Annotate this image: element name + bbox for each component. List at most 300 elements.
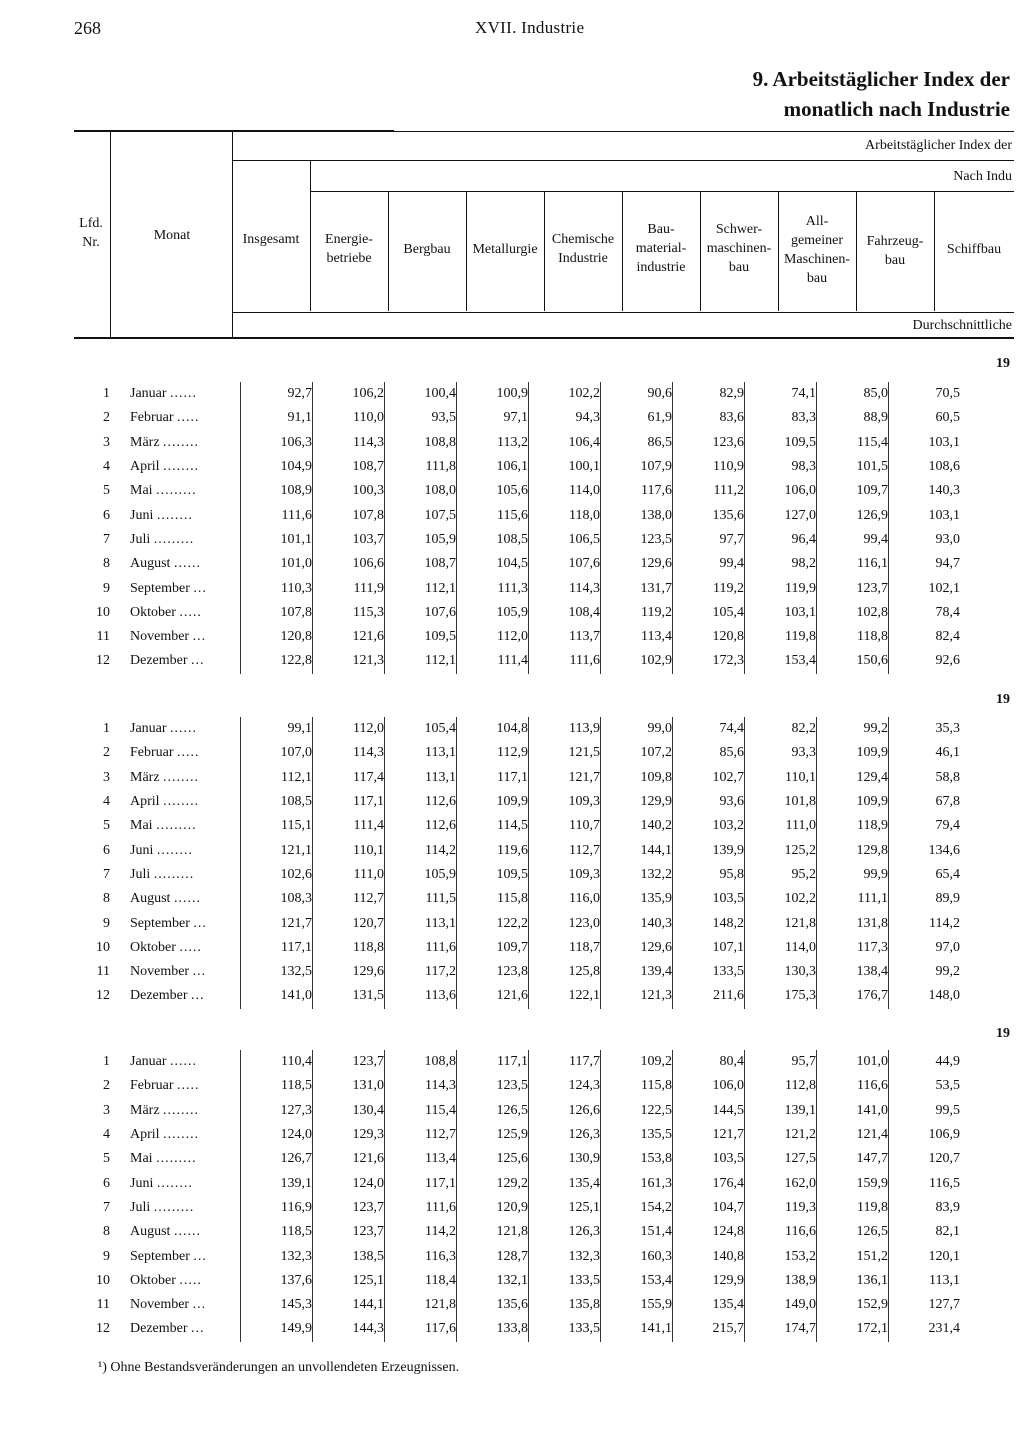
value-cell: 125,9 xyxy=(457,1123,529,1147)
value-cell: 118,5 xyxy=(241,1074,313,1098)
row-number: 5 xyxy=(103,483,110,499)
value-cell: 124,0 xyxy=(241,1123,313,1147)
value-cell: 109,7 xyxy=(457,936,529,960)
month-cell xyxy=(130,1147,241,1171)
value-cell: 35,3 xyxy=(889,717,961,741)
value-cell: 70,5 xyxy=(889,382,961,406)
value-cell: 103,7 xyxy=(313,528,385,552)
value-cell: 114,2 xyxy=(385,1220,457,1244)
value-cell: 125,8 xyxy=(529,960,601,984)
value-cell: 112,0 xyxy=(313,717,385,741)
value-cell: 135,8 xyxy=(529,1293,601,1317)
value-cell: 61,9 xyxy=(601,406,673,430)
value-cell: 141,0 xyxy=(241,984,313,1008)
table-row xyxy=(74,1317,960,1341)
row-number: 8 xyxy=(103,556,110,572)
value-cell: 100,3 xyxy=(313,479,385,503)
month-name: März xyxy=(130,1102,160,1118)
value-cell: 135,6 xyxy=(673,503,745,527)
leader-dots: ..... xyxy=(179,939,202,955)
header-monat: Monat xyxy=(153,228,191,243)
row-gap xyxy=(110,936,130,960)
value-cell: 121,8 xyxy=(457,1220,529,1244)
row-gap xyxy=(110,1171,130,1195)
row-number: 2 xyxy=(103,410,110,426)
value-cell: 99,2 xyxy=(817,717,889,741)
value-cell: 113,1 xyxy=(385,766,457,790)
value-cell: 110,3 xyxy=(241,576,313,600)
value-cell: 98,3 xyxy=(745,455,817,479)
value-cell: 95,8 xyxy=(673,863,745,887)
row-number: 3 xyxy=(103,434,110,450)
table-row xyxy=(74,936,960,960)
table-row xyxy=(74,984,960,1008)
value-cell: 109,2 xyxy=(601,1050,673,1074)
value-cell: 130,4 xyxy=(313,1099,385,1123)
value-cell: 140,3 xyxy=(601,911,673,935)
value-cell: 89,9 xyxy=(889,887,961,911)
group-rule-2 xyxy=(310,191,1014,192)
month-name: September xyxy=(130,580,190,596)
value-cell: 139,9 xyxy=(673,838,745,862)
value-cell: 104,7 xyxy=(673,1196,745,1220)
month-cell xyxy=(130,863,241,887)
value-cell: 105,9 xyxy=(457,601,529,625)
value-cell: 102,2 xyxy=(529,382,601,406)
value-cell: 106,0 xyxy=(673,1074,745,1098)
value-cell: 99,0 xyxy=(601,717,673,741)
value-cell: 113,1 xyxy=(385,741,457,765)
value-cell: 112,7 xyxy=(529,838,601,862)
month-name: Januar xyxy=(130,386,167,402)
header-vline-10 xyxy=(856,192,857,311)
page-number: 268 xyxy=(74,18,101,38)
value-cell: 109,8 xyxy=(601,766,673,790)
value-cell: 121,1 xyxy=(241,838,313,862)
column-header-fahrzeugbau: Fahrzeug- bau xyxy=(866,234,924,268)
value-cell: 111,0 xyxy=(745,814,817,838)
row-gap xyxy=(110,887,130,911)
value-cell: 102,6 xyxy=(241,863,313,887)
value-cell: 94,7 xyxy=(889,552,961,576)
value-cell: 111,6 xyxy=(529,649,601,673)
leader-dots: ......... xyxy=(156,483,197,499)
value-cell: 122,1 xyxy=(529,984,601,1008)
leader-dots: ......... xyxy=(153,1199,195,1215)
value-cell: 102,9 xyxy=(601,649,673,673)
value-cell: 133,5 xyxy=(673,960,745,984)
row-gap xyxy=(110,1244,130,1268)
leader-dots: ..... xyxy=(179,604,202,620)
value-cell: 109,5 xyxy=(457,863,529,887)
value-cell: 153,4 xyxy=(601,1269,673,1293)
value-cell: 141,1 xyxy=(601,1317,673,1341)
month-cell xyxy=(130,1196,241,1220)
value-cell: 107,9 xyxy=(601,455,673,479)
row-number: 4 xyxy=(103,1127,110,1143)
value-cell: 120,7 xyxy=(313,911,385,935)
leader-dots: ......... xyxy=(156,818,197,834)
value-cell: 122,2 xyxy=(457,911,529,935)
value-cell: 83,6 xyxy=(673,406,745,430)
value-cell: 116,5 xyxy=(889,1171,961,1195)
table-row xyxy=(74,1269,960,1293)
value-cell: 101,8 xyxy=(745,790,817,814)
value-cell: 105,4 xyxy=(385,717,457,741)
month-cell xyxy=(130,960,241,984)
row-number: 10 xyxy=(96,604,110,620)
leader-dots: ... xyxy=(192,629,207,645)
month-cell xyxy=(130,1050,241,1074)
data-table-section-3 xyxy=(74,1050,960,1342)
value-cell: 132,1 xyxy=(457,1269,529,1293)
value-cell: 148,0 xyxy=(889,984,961,1008)
month-name: Juli xyxy=(130,866,151,882)
value-cell: 106,5 xyxy=(529,528,601,552)
value-cell: 119,3 xyxy=(745,1196,817,1220)
row-gap xyxy=(110,552,130,576)
leader-dots: ......... xyxy=(153,531,195,547)
value-cell: 121,8 xyxy=(745,911,817,935)
value-cell: 131,8 xyxy=(817,911,889,935)
month-name: September xyxy=(130,1248,190,1264)
value-cell: 132,5 xyxy=(241,960,313,984)
value-cell: 160,3 xyxy=(601,1244,673,1268)
value-cell: 119,9 xyxy=(745,576,817,600)
value-cell: 132,3 xyxy=(529,1244,601,1268)
value-cell: 121,3 xyxy=(601,984,673,1008)
value-cell: 149,0 xyxy=(745,1293,817,1317)
column-header-baumaterialindustrie: Bau- material- industrie xyxy=(635,222,687,275)
month-name: April xyxy=(130,794,160,810)
value-cell: 100,1 xyxy=(529,455,601,479)
leader-dots: ..... xyxy=(177,410,200,426)
table-row xyxy=(74,838,960,862)
month-cell xyxy=(130,1293,241,1317)
value-cell: 159,9 xyxy=(817,1171,889,1195)
group-rule-1 xyxy=(232,160,1014,161)
value-cell: 100,9 xyxy=(457,382,529,406)
leader-dots: ........ xyxy=(163,434,200,450)
value-cell: 114,3 xyxy=(313,431,385,455)
value-cell: 215,7 xyxy=(673,1317,745,1341)
value-cell: 105,9 xyxy=(385,528,457,552)
value-cell: 109,9 xyxy=(817,790,889,814)
value-cell: 108,3 xyxy=(241,887,313,911)
month-cell xyxy=(130,766,241,790)
value-cell: 149,9 xyxy=(241,1317,313,1341)
leader-dots: ..... xyxy=(177,745,200,761)
row-gap xyxy=(110,1317,130,1341)
value-cell: 120,8 xyxy=(241,625,313,649)
value-cell: 111,9 xyxy=(313,576,385,600)
value-cell: 144,5 xyxy=(673,1099,745,1123)
row-number: 11 xyxy=(96,1297,110,1313)
value-cell: 111,4 xyxy=(313,814,385,838)
value-cell: 115,4 xyxy=(385,1099,457,1123)
value-cell: 125,2 xyxy=(745,838,817,862)
month-cell xyxy=(130,601,241,625)
month-name: Mai xyxy=(130,818,153,834)
value-cell: 107,1 xyxy=(673,936,745,960)
month-name: Juli xyxy=(130,531,151,547)
month-cell xyxy=(130,936,241,960)
value-cell: 138,4 xyxy=(817,960,889,984)
value-cell: 148,2 xyxy=(673,911,745,935)
value-cell: 118,7 xyxy=(529,936,601,960)
value-cell: 161,3 xyxy=(601,1171,673,1195)
table-row xyxy=(74,960,960,984)
value-cell: 117,1 xyxy=(457,1050,529,1074)
value-cell: 113,4 xyxy=(385,1147,457,1171)
value-cell: 129,6 xyxy=(601,936,673,960)
leader-dots: ...... xyxy=(173,1224,201,1240)
value-cell: 117,6 xyxy=(601,479,673,503)
value-cell: 135,5 xyxy=(601,1123,673,1147)
value-cell: 82,1 xyxy=(889,1220,961,1244)
value-cell: 122,8 xyxy=(241,649,313,673)
value-cell: 120,1 xyxy=(889,1244,961,1268)
value-cell: 116,3 xyxy=(385,1244,457,1268)
value-cell: 131,7 xyxy=(601,576,673,600)
row-gap xyxy=(110,503,130,527)
value-cell: 108,7 xyxy=(385,552,457,576)
leader-dots: ... xyxy=(193,915,207,931)
row-number: 1 xyxy=(103,721,110,737)
value-cell: 114,3 xyxy=(529,576,601,600)
value-cell: 123,7 xyxy=(313,1220,385,1244)
value-cell: 118,8 xyxy=(817,625,889,649)
value-cell: 105,6 xyxy=(457,479,529,503)
month-cell xyxy=(130,455,241,479)
column-header-schwermaschinenbau: Schwer- maschinen- bau xyxy=(706,222,772,275)
value-cell: 111,2 xyxy=(673,479,745,503)
value-cell: 109,3 xyxy=(529,863,601,887)
value-cell: 106,1 xyxy=(457,455,529,479)
leader-dots: ...... xyxy=(173,556,201,572)
value-cell: 112,6 xyxy=(385,814,457,838)
row-number: 12 xyxy=(96,1321,110,1337)
value-cell: 101,5 xyxy=(817,455,889,479)
row-gap xyxy=(110,741,130,765)
month-name: Juni xyxy=(130,1175,154,1191)
column-header-schiffbau: Schiffbau xyxy=(946,242,1002,257)
value-cell: 129,8 xyxy=(817,838,889,862)
value-cell: 117,7 xyxy=(529,1050,601,1074)
row-number: 1 xyxy=(103,1054,110,1070)
row-number: 4 xyxy=(103,459,110,475)
value-cell: 127,5 xyxy=(745,1147,817,1171)
value-cell: 104,5 xyxy=(457,552,529,576)
month-cell xyxy=(130,1123,241,1147)
value-cell: 111,6 xyxy=(385,936,457,960)
row-gap xyxy=(110,717,130,741)
row-gap xyxy=(110,838,130,862)
leader-dots: ... xyxy=(193,580,207,596)
row-number: 7 xyxy=(103,1199,110,1215)
row-number: 3 xyxy=(103,769,110,785)
value-cell: 88,9 xyxy=(817,406,889,430)
value-cell: 113,6 xyxy=(385,984,457,1008)
value-cell: 114,0 xyxy=(529,479,601,503)
month-cell xyxy=(130,1099,241,1123)
value-cell: 139,4 xyxy=(601,960,673,984)
value-cell: 144,3 xyxy=(313,1317,385,1341)
value-cell: 140,2 xyxy=(601,814,673,838)
value-cell: 104,9 xyxy=(241,455,313,479)
value-cell: 121,6 xyxy=(313,1147,385,1171)
value-cell: 121,7 xyxy=(241,911,313,935)
value-cell: 134,6 xyxy=(889,838,961,862)
value-cell: 92,7 xyxy=(241,382,313,406)
month-name: Dezember xyxy=(130,988,188,1004)
column-header-insgesamt: Insgesamt xyxy=(242,232,300,247)
value-cell: 131,5 xyxy=(313,984,385,1008)
section-2-year: 19 xyxy=(996,692,1010,707)
value-cell: 137,6 xyxy=(241,1269,313,1293)
column-header-metallurgie: Metallurgie xyxy=(472,242,538,257)
month-cell xyxy=(130,887,241,911)
value-cell: 104,8 xyxy=(457,717,529,741)
value-cell: 126,6 xyxy=(529,1099,601,1123)
value-cell: 121,7 xyxy=(529,766,601,790)
value-cell: 150,6 xyxy=(817,649,889,673)
value-cell: 82,4 xyxy=(889,625,961,649)
value-cell: 111,5 xyxy=(385,887,457,911)
value-cell: 99,4 xyxy=(673,552,745,576)
month-name: August xyxy=(130,1224,171,1240)
value-cell: 107,6 xyxy=(529,552,601,576)
row-number: 10 xyxy=(96,939,110,955)
value-cell: 116,9 xyxy=(241,1196,313,1220)
value-cell: 113,7 xyxy=(529,625,601,649)
footnote: ¹) Ohne Bestandsveränderungen an unvollendeten Erzeugnissen. xyxy=(98,1360,460,1375)
value-cell: 123,5 xyxy=(457,1074,529,1098)
value-cell: 97,7 xyxy=(673,528,745,552)
value-cell: 123,7 xyxy=(817,576,889,600)
row-gap xyxy=(110,1196,130,1220)
value-cell: 107,8 xyxy=(241,601,313,625)
value-cell: 117,4 xyxy=(313,766,385,790)
value-cell: 128,7 xyxy=(457,1244,529,1268)
month-name: November xyxy=(130,964,190,980)
month-name: Mai xyxy=(130,1151,153,1167)
row-number: 6 xyxy=(103,842,110,858)
value-cell: 111,3 xyxy=(457,576,529,600)
month-cell xyxy=(130,1244,241,1268)
leader-dots: ........ xyxy=(163,769,200,785)
value-cell: 117,1 xyxy=(313,790,385,814)
month-cell xyxy=(130,1317,241,1341)
value-cell: 132,2 xyxy=(601,863,673,887)
value-cell: 116,6 xyxy=(817,1074,889,1098)
month-name: Februar xyxy=(130,745,174,761)
value-cell: 83,3 xyxy=(745,406,817,430)
table-row xyxy=(74,601,960,625)
value-cell: 93,0 xyxy=(889,528,961,552)
value-cell: 129,9 xyxy=(601,790,673,814)
value-cell: 123,8 xyxy=(457,960,529,984)
value-cell: 118,0 xyxy=(529,503,601,527)
header-vline-8 xyxy=(700,192,701,311)
row-gap xyxy=(110,625,130,649)
value-cell: 103,2 xyxy=(673,814,745,838)
value-cell: 44,9 xyxy=(889,1050,961,1074)
row-number: 1 xyxy=(103,386,110,402)
value-cell: 144,1 xyxy=(313,1293,385,1317)
row-number: 2 xyxy=(103,1078,110,1094)
value-cell: 138,9 xyxy=(745,1269,817,1293)
month-cell xyxy=(130,431,241,455)
value-cell: 140,3 xyxy=(889,479,961,503)
row-gap xyxy=(110,528,130,552)
month-name: Dezember xyxy=(130,653,188,669)
value-cell: 129,2 xyxy=(457,1171,529,1195)
month-name: Juni xyxy=(130,507,154,523)
value-cell: 91,1 xyxy=(241,406,313,430)
title-line-2: monatlich nach Industrie xyxy=(783,97,1010,121)
value-cell: 130,9 xyxy=(529,1147,601,1171)
value-cell: 112,9 xyxy=(457,741,529,765)
value-cell: 118,4 xyxy=(385,1269,457,1293)
leader-dots: ... xyxy=(191,988,205,1004)
row-number: 3 xyxy=(103,1102,110,1118)
row-gap xyxy=(110,984,130,1008)
row-number: 8 xyxy=(103,1224,110,1240)
value-cell: 101,1 xyxy=(241,528,313,552)
value-cell: 118,9 xyxy=(817,814,889,838)
value-cell: 109,5 xyxy=(385,625,457,649)
value-cell: 111,6 xyxy=(385,1196,457,1220)
leader-dots: ... xyxy=(193,1248,207,1264)
value-cell: 108,5 xyxy=(241,790,313,814)
table-row xyxy=(74,382,960,406)
value-cell: 174,7 xyxy=(745,1317,817,1341)
row-gap xyxy=(110,431,130,455)
month-name: November xyxy=(130,629,190,645)
value-cell: 99,2 xyxy=(889,960,961,984)
value-cell: 112,7 xyxy=(313,887,385,911)
value-cell: 107,5 xyxy=(385,503,457,527)
value-cell: 139,1 xyxy=(241,1171,313,1195)
value-cell: 153,2 xyxy=(745,1244,817,1268)
value-cell: 132,3 xyxy=(241,1244,313,1268)
month-name: Oktober xyxy=(130,1272,176,1288)
value-cell: 94,3 xyxy=(529,406,601,430)
value-cell: 176,4 xyxy=(673,1171,745,1195)
value-cell: 117,3 xyxy=(817,936,889,960)
value-cell: 85,6 xyxy=(673,741,745,765)
column-header-bergbau: Bergbau xyxy=(403,242,451,257)
value-cell: 102,7 xyxy=(673,766,745,790)
row-gap xyxy=(110,790,130,814)
table-row xyxy=(74,455,960,479)
value-cell: 112,8 xyxy=(745,1074,817,1098)
row-number: 4 xyxy=(103,794,110,810)
value-cell: 126,5 xyxy=(817,1220,889,1244)
month-name: Mai xyxy=(130,483,153,499)
month-cell xyxy=(130,984,241,1008)
month-cell xyxy=(130,479,241,503)
value-cell: 108,6 xyxy=(889,455,961,479)
value-cell: 86,5 xyxy=(601,431,673,455)
value-cell: 153,8 xyxy=(601,1147,673,1171)
value-cell: 116,0 xyxy=(529,887,601,911)
value-cell: 154,2 xyxy=(601,1196,673,1220)
value-cell: 102,2 xyxy=(745,887,817,911)
value-cell: 93,5 xyxy=(385,406,457,430)
value-cell: 135,6 xyxy=(457,1293,529,1317)
